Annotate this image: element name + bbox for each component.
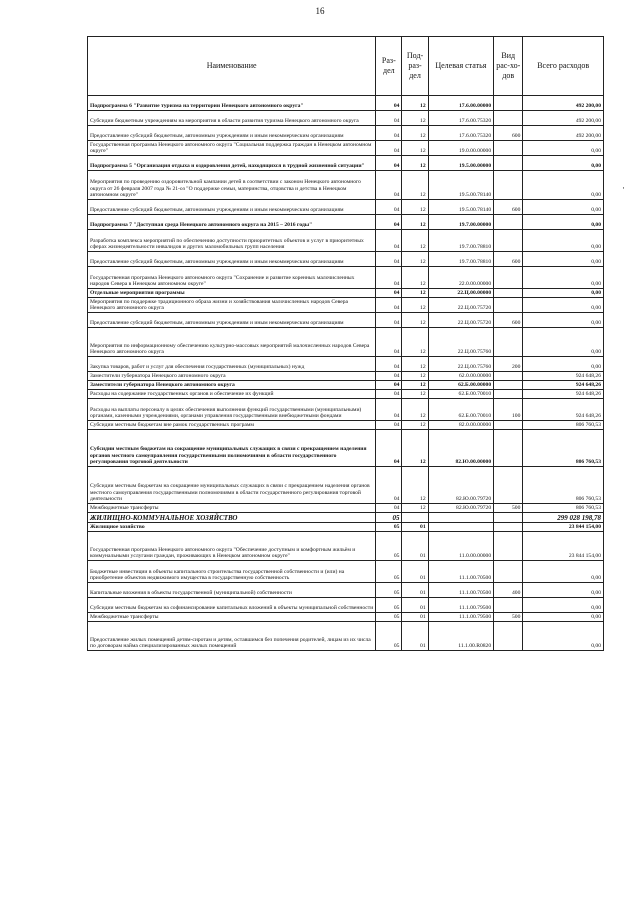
cell-vid xyxy=(494,561,523,583)
table-row xyxy=(88,523,604,532)
cell-razdel: 04 xyxy=(376,96,402,111)
cell-razdel: 04 xyxy=(376,215,402,230)
table-row xyxy=(88,561,604,583)
cell-podrazdel: 12 xyxy=(402,467,428,504)
cell-name: Закупка товаров, работ и услуг для обеспечения государственных (муниципальных) нужд xyxy=(88,357,376,372)
cell-target: 11.1.00.79500 xyxy=(428,598,494,613)
cell-razdel: 04 xyxy=(376,141,402,156)
cell-name: Предоставление субсидий бюджетным, автономным учреждениям и иным некоммерческим организациям xyxy=(88,200,376,215)
cell-vid xyxy=(494,215,523,230)
cell-target: 62.Б.00.00000 xyxy=(428,381,494,390)
cell-podrazdel: 01 xyxy=(402,561,428,583)
cell-total: 23 844 154,00 xyxy=(523,532,604,561)
cell-vid xyxy=(494,622,523,651)
table-row xyxy=(88,421,604,430)
table-row xyxy=(88,200,604,215)
cell-target: 19.0.00.00000 xyxy=(428,141,494,156)
cell-name: Мероприятия по информационному обеспечению культурно-массовых мероприятий малочисленных народов Севера Ненецкого автономного округа xyxy=(88,328,376,357)
cell-vid xyxy=(494,467,523,504)
cell-total: 0,00 xyxy=(523,156,604,171)
cell-name: Субсидии местным бюджетам на сокращение муниципальных служащих в связи с прекращением наделения органов местного самоуправления государственными полномочиями в области государственного регулирования торговой деятельности xyxy=(88,467,376,504)
cell-razdel: 04 xyxy=(376,328,402,357)
cell-name: Субсидии местным бюджетам вне рамок государственных программ xyxy=(88,421,376,430)
table-row xyxy=(88,622,604,651)
cell-target: 19.7.00.78810 xyxy=(428,230,494,252)
cell-name: Капитальные вложения в объекты государственной (муниципальной) собственности xyxy=(88,583,376,598)
cell-total: 0,00 xyxy=(523,230,604,252)
cell-name: Государственная программа Ненецкого автономного округа "Сохранение и развитие коренных малочисленных народов Севера в Ненецком автономном округе" xyxy=(88,267,376,289)
cell-name: Государственная программа Ненецкого автономного округа "Социальная поддержка граждан в Ненецком автономном округе" xyxy=(88,141,376,156)
cell-name: Отдельные мероприятия программы xyxy=(88,289,376,298)
cell-razdel: 05 xyxy=(376,583,402,598)
cell-name: Субсидии местным бюджетам на сокращение муниципальных служащих в связи с прекращением наделения органов местного самоуправления государственными полномочиями в области государственного регулирования торговой деятельности xyxy=(88,430,376,467)
cell-vid: 500 xyxy=(494,613,523,622)
cell-vid xyxy=(494,111,523,126)
header-razdel: Раз-дел xyxy=(376,37,402,96)
cell-podrazdel: 12 xyxy=(402,96,428,111)
table-row xyxy=(88,252,604,267)
cell-total: 0,00 xyxy=(523,328,604,357)
cell-vid xyxy=(494,513,523,523)
cell-vid xyxy=(494,523,523,532)
cell-target: 19.7.00.78810 xyxy=(428,252,494,267)
cell-podrazdel: 12 xyxy=(402,372,428,381)
cell-name: Бюджетные инвестиции в объекты капитального строительства государственной собственности и (или) на приобретение объектов недвижимого имущества в государственную собственность xyxy=(88,561,376,583)
cell-vid xyxy=(494,421,523,430)
cell-razdel: 05 xyxy=(376,622,402,651)
cell-razdel: 04 xyxy=(376,289,402,298)
table-row xyxy=(88,126,604,141)
cell-target xyxy=(428,523,494,532)
cell-total: 806 760,53 xyxy=(523,430,604,467)
cell-target: 82.Ю.00.79720 xyxy=(428,504,494,513)
cell-name: Подпрограмма 6 "Развитие туризма на территории Ненецкого автономного округа" xyxy=(88,96,376,111)
cell-total: 299 028 198,78 xyxy=(523,513,604,523)
cell-total: 0,00 xyxy=(523,613,604,622)
cell-vid xyxy=(494,96,523,111)
cell-razdel: 04 xyxy=(376,381,402,390)
cell-vid xyxy=(494,156,523,171)
table-row xyxy=(88,313,604,328)
cell-vid xyxy=(494,372,523,381)
cell-target: 22.Ц.00.75720 xyxy=(428,313,494,328)
cell-total: 0,00 xyxy=(523,357,604,372)
cell-razdel: 04 xyxy=(376,390,402,399)
header-vid: Вид рас-хо-дов xyxy=(494,37,523,96)
table-row xyxy=(88,467,604,504)
cell-name: ЖИЛИЩНО-КОММУНАЛЬНОЕ ХОЗЯЙСТВО xyxy=(88,513,376,523)
cell-vid: 500 xyxy=(494,504,523,513)
cell-total: 0,00 xyxy=(523,267,604,289)
cell-vid xyxy=(494,298,523,313)
cell-razdel: 04 xyxy=(376,399,402,421)
cell-name: Подпрограмма 5 "Организация отдыха и оздоровления детей, находящихся в трудной жизненной ситуации" xyxy=(88,156,376,171)
cell-vid xyxy=(494,289,523,298)
cell-total: 924 648,26 xyxy=(523,399,604,421)
cell-razdel: 04 xyxy=(376,252,402,267)
cell-target: 22.Ц.00.75720 xyxy=(428,298,494,313)
table-row xyxy=(88,381,604,390)
cell-name: Расходы на содержание государственных органов и обеспечение их функций xyxy=(88,390,376,399)
cell-total: 924 648,26 xyxy=(523,381,604,390)
cell-target: 22.0.00.00000 xyxy=(428,267,494,289)
cell-target: 11.1.00.79500 xyxy=(428,613,494,622)
cell-razdel: 05 xyxy=(376,561,402,583)
cell-razdel: 04 xyxy=(376,298,402,313)
cell-total: 0,00 xyxy=(523,313,604,328)
cell-target: 22.Ц.00.75760 xyxy=(428,357,494,372)
table-header-row xyxy=(88,37,604,96)
cell-name: Расходы на выплаты персоналу в целях обеспечения выполнения функций государственными (муниципальными) органами, казенными учреждениями, органами управления государственными внебюджетными фондами xyxy=(88,399,376,421)
table-row xyxy=(88,141,604,156)
cell-vid: 600 xyxy=(494,200,523,215)
table-row xyxy=(88,390,604,399)
cell-podrazdel: 12 xyxy=(402,421,428,430)
cell-vid: 400 xyxy=(494,583,523,598)
cell-podrazdel: 12 xyxy=(402,215,428,230)
header-target: Целевая статья xyxy=(428,37,494,96)
cell-total: 924 648,26 xyxy=(523,390,604,399)
table-row xyxy=(88,230,604,252)
cell-target: 19.5.00.78140 xyxy=(428,171,494,200)
table-row xyxy=(88,583,604,598)
budget-table xyxy=(87,36,604,651)
table-row xyxy=(88,513,604,523)
cell-vid xyxy=(494,230,523,252)
cell-podrazdel: 12 xyxy=(402,390,428,399)
cell-total: 0,00 xyxy=(523,215,604,230)
cell-name: Предоставление жилых помещений детям-сиротам и детям, оставшимся без попечения родителей, лицам из их числа по договорам найма специализированных жилых помещений xyxy=(88,622,376,651)
table-row xyxy=(88,357,604,372)
cell-podrazdel: 12 xyxy=(402,289,428,298)
cell-vid xyxy=(494,328,523,357)
cell-vid: 600 xyxy=(494,313,523,328)
cell-target: 62.0.00.00000 xyxy=(428,372,494,381)
cell-target: 17.6.00.00000 xyxy=(428,96,494,111)
cell-vid xyxy=(494,267,523,289)
cell-razdel: 04 xyxy=(376,372,402,381)
table-row xyxy=(88,430,604,467)
cell-name: Межбюджетные трансферты xyxy=(88,613,376,622)
table-row xyxy=(88,215,604,230)
cell-razdel: 04 xyxy=(376,230,402,252)
cell-name: Заместители губернатора Ненецкого автономного округа xyxy=(88,372,376,381)
cell-podrazdel: 12 xyxy=(402,399,428,421)
cell-podrazdel: 12 xyxy=(402,252,428,267)
cell-razdel: 05 xyxy=(376,513,402,523)
cell-podrazdel: 12 xyxy=(402,313,428,328)
cell-podrazdel: 12 xyxy=(402,430,428,467)
cell-name: Мероприятия по поддержке традиционного образа жизни и хозяйствования малочисленных народов Севера Ненецкого автономного округа xyxy=(88,298,376,313)
cell-vid: 100 xyxy=(494,399,523,421)
table-row xyxy=(88,372,604,381)
cell-razdel: 04 xyxy=(376,504,402,513)
table-row xyxy=(88,267,604,289)
cell-vid xyxy=(494,390,523,399)
cell-podrazdel: 12 xyxy=(402,111,428,126)
cell-vid: 200 xyxy=(494,357,523,372)
cell-target: 19.7.00.00000 xyxy=(428,215,494,230)
table-row xyxy=(88,298,604,313)
cell-name: Субсидии бюджетным учреждениям на мероприятия в области развития туризма Ненецкого автономного округа xyxy=(88,111,376,126)
cell-razdel: 04 xyxy=(376,430,402,467)
table-row xyxy=(88,532,604,561)
cell-target: 11.1.00.R0820 xyxy=(428,622,494,651)
cell-target: 11.1.00.70500 xyxy=(428,561,494,583)
cell-podrazdel: 01 xyxy=(402,532,428,561)
cell-target: 11.1.00.70500 xyxy=(428,583,494,598)
cell-vid xyxy=(494,598,523,613)
cell-total: 0,00 xyxy=(523,598,604,613)
cell-podrazdel: 01 xyxy=(402,598,428,613)
cell-podrazdel: 12 xyxy=(402,267,428,289)
cell-razdel: 04 xyxy=(376,111,402,126)
cell-vid xyxy=(494,430,523,467)
cell-total: 492 200,00 xyxy=(523,96,604,111)
cell-total: 0,00 xyxy=(523,561,604,583)
cell-razdel: 05 xyxy=(376,598,402,613)
cell-podrazdel: 12 xyxy=(402,156,428,171)
table-row xyxy=(88,171,604,200)
cell-podrazdel: 12 xyxy=(402,298,428,313)
cell-name: Предоставление субсидий бюджетным, автономным учреждениям и иным некоммерческим организациям xyxy=(88,313,376,328)
cell-razdel: 04 xyxy=(376,313,402,328)
cell-razdel: 04 xyxy=(376,171,402,200)
cell-total: 0,00 xyxy=(523,298,604,313)
cell-total: 492 200,00 xyxy=(523,111,604,126)
cell-target: 11.0.00.00000 xyxy=(428,532,494,561)
cell-razdel: 04 xyxy=(376,421,402,430)
cell-target: 22.Ц.00.75760 xyxy=(428,328,494,357)
table-row xyxy=(88,328,604,357)
table-row xyxy=(88,613,604,622)
cell-vid: 600 xyxy=(494,126,523,141)
cell-total: 924 648,26 xyxy=(523,372,604,381)
cell-vid xyxy=(494,381,523,390)
cell-target: 62.Б.00.70010 xyxy=(428,390,494,399)
cell-target: 82.0.00.00000 xyxy=(428,421,494,430)
cell-total: 492 200,00 xyxy=(523,126,604,141)
cell-name: Субсидии местным бюджетам на софинансирование капитальных вложений в объекты муниципальной собственности xyxy=(88,598,376,613)
cell-podrazdel: 12 xyxy=(402,141,428,156)
cell-podrazdel: 01 xyxy=(402,583,428,598)
cell-podrazdel: 12 xyxy=(402,328,428,357)
cell-target: 19.5.00.78140 xyxy=(428,200,494,215)
header-total: Всего расходов xyxy=(523,37,604,96)
table-row xyxy=(88,504,604,513)
table-row xyxy=(88,598,604,613)
table-row xyxy=(88,289,604,298)
cell-name: Государственная программа Ненецкого автономного округа "Обеспечение доступным и комфортным жильём и коммунальными услугами граждан, проживающих в Ненецком автономном округе" xyxy=(88,532,376,561)
cell-podrazdel: 12 xyxy=(402,381,428,390)
cell-podrazdel: 01 xyxy=(402,613,428,622)
cell-podrazdel xyxy=(402,513,428,523)
cell-razdel: 04 xyxy=(376,467,402,504)
cell-podrazdel: 12 xyxy=(402,200,428,215)
cell-target: 22.Ц.00.00000 xyxy=(428,289,494,298)
cell-total: 0,00 xyxy=(523,622,604,651)
cell-razdel: 05 xyxy=(376,613,402,622)
cell-name: Разработка комплекса мероприятий по обеспечению доступности приоритетных объектов и услуг в приоритетных сферах жизнедеятельности инвалидов и других маломобильных групп населения xyxy=(88,230,376,252)
cell-name: Жилищное хозяйство xyxy=(88,523,376,532)
cell-podrazdel: 12 xyxy=(402,230,428,252)
cell-razdel: 05 xyxy=(376,532,402,561)
cell-name: Предоставление субсидий бюджетным, автономным учреждениям и иным некоммерческим организациям xyxy=(88,252,376,267)
cell-razdel: 04 xyxy=(376,357,402,372)
cell-name: Предоставление субсидий бюджетным, автономным учреждениям и иным некоммерческим организациям xyxy=(88,126,376,141)
margin-mark: · xyxy=(622,183,625,193)
cell-podrazdel: 12 xyxy=(402,504,428,513)
cell-podrazdel: 12 xyxy=(402,357,428,372)
table-row xyxy=(88,399,604,421)
cell-razdel: 04 xyxy=(376,267,402,289)
cell-target: 62.Б.00.70010 xyxy=(428,399,494,421)
cell-target: 17.6.00.75320 xyxy=(428,126,494,141)
cell-vid xyxy=(494,532,523,561)
cell-target: 19.5.00.00000 xyxy=(428,156,494,171)
cell-target: 82.Ю.00.00000 xyxy=(428,430,494,467)
cell-podrazdel: 01 xyxy=(402,523,428,532)
cell-razdel: 05 xyxy=(376,523,402,532)
cell-name: Заместители губернатора Ненецкого автономного округа xyxy=(88,381,376,390)
cell-target: 17.6.00.75320 xyxy=(428,111,494,126)
cell-target xyxy=(428,513,494,523)
header-name: Наименование xyxy=(88,37,376,96)
cell-total: 0,00 xyxy=(523,141,604,156)
cell-podrazdel: 12 xyxy=(402,171,428,200)
cell-total: 0,00 xyxy=(523,252,604,267)
table-row xyxy=(88,111,604,126)
cell-vid xyxy=(494,171,523,200)
cell-vid: 600 xyxy=(494,252,523,267)
cell-total: 806 760,53 xyxy=(523,421,604,430)
cell-target: 82.Ю.00.79720 xyxy=(428,467,494,504)
cell-name: Подпрограмма 7 "Доступная среда Ненецкого автономного округа на 2015 – 2016 годы" xyxy=(88,215,376,230)
page-number: 16 xyxy=(315,6,325,16)
cell-total: 806 760,53 xyxy=(523,467,604,504)
cell-total: 23 844 154,00 xyxy=(523,523,604,532)
cell-total: 0,00 xyxy=(523,171,604,200)
cell-total: 0,00 xyxy=(523,583,604,598)
cell-razdel: 04 xyxy=(376,200,402,215)
cell-razdel: 04 xyxy=(376,126,402,141)
cell-razdel: 04 xyxy=(376,156,402,171)
cell-name: Межбюджетные трансферты xyxy=(88,504,376,513)
cell-total: 0,00 xyxy=(523,289,604,298)
cell-name: Мероприятия по проведению оздоровительной кампании детей в соответствии с законом Ненецкого автономного округа от 26 февраля 2007 года № 21-оз "О поддержке семьи, материнства, отцовства и детства в Ненецком автономном округе" xyxy=(88,171,376,200)
table-body xyxy=(88,96,604,651)
table-row xyxy=(88,96,604,111)
cell-total: 0,00 xyxy=(523,200,604,215)
cell-vid xyxy=(494,141,523,156)
table-row xyxy=(88,156,604,171)
cell-total: 806 760,53 xyxy=(523,504,604,513)
cell-podrazdel: 01 xyxy=(402,622,428,651)
header-podrazdel: Под-раз-дел xyxy=(402,37,428,96)
cell-podrazdel: 12 xyxy=(402,126,428,141)
